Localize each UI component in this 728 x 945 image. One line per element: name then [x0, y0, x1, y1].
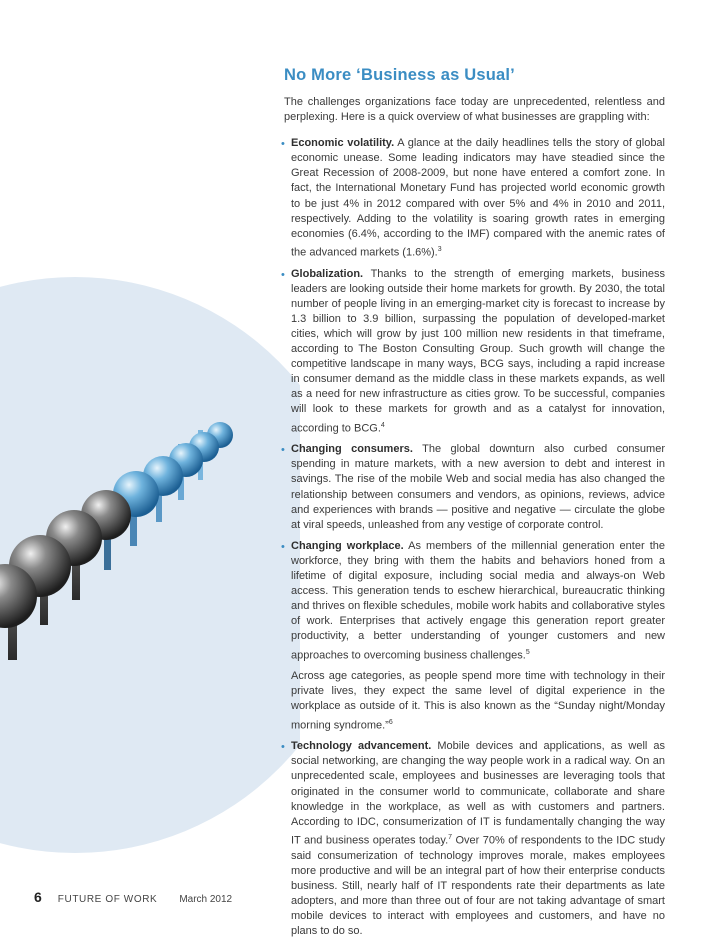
bullet-icon: • — [281, 444, 285, 457]
publication-date: March 2012 — [179, 894, 233, 905]
list-item-changing-workplace — [272, 539, 665, 663]
item-text: As members of the millennial generation enter the workforce, they bring with them the habits and behaviors honed from a lifetime of digital exposure, including social media and always-on Web access. This generation tends to eschew hierarchical, bureaucratic thinking and thrives on flexible schedules, mobile work habits and collaborative styles of work. Enterprises that actively engage this generation report greater productivity, a better understanding of younger customers and new approaches to overcoming business challenges. — [291, 539, 665, 662]
bullet-icon: • — [281, 741, 285, 754]
list-item-globalization — [272, 267, 665, 437]
footnote-marker: 6 — [388, 718, 393, 726]
list-item-technology-advancement — [272, 739, 665, 939]
item-label: Changing workplace. — [291, 539, 404, 552]
item-label: Economic volatility. — [291, 137, 395, 150]
footnote-marker: 5 — [525, 648, 530, 656]
item-label: Globalization. — [291, 267, 364, 280]
item-text: Mobile devices and applications, as well as social networking, are changing the way people work in a radical way. On an unprecedented scale, employees and businesses are leveraging tools that originated in the consumer world to communicate, collaborate and share knowledge in the workplace, as well as with customers and partners. According to IDC, consumerization of IT is fundamentally changing the way IT and business operates today. — [291, 740, 666, 847]
body-paragraph — [272, 669, 665, 733]
page-footer — [34, 889, 232, 905]
section-heading: No More ‘Business as Usual’ — [284, 66, 515, 84]
list-item-changing-consumers — [272, 442, 665, 533]
publication-title: FUTURE OF WORK — [57, 894, 158, 905]
item-text: The global downturn also curbed consumer spending in mature markets, with a new aversion to debt and interest in savings. The rise of the mobile Web and social media has also changed the relationship between consumers and vendors, as opinions, reviews, advice and experiences with brands — positive and negative — circulate the globe at viral speeds, unleashed from any vestige of corporate control. — [291, 443, 665, 531]
article-column — [272, 66, 665, 945]
bullet-icon: • — [281, 138, 285, 151]
item-text-continued: Over 70% of respondents to the IDC study said consumerization of technology improves morale, makes employees more productive and will be an integral part of how their enterprise conducts business. Still, nearly half of IT respondents rate their departments as late adopters, and more than three out of four are not taking advantage of smart mobile devices to interact with employees and customers, and have no plans to do so. — [291, 834, 665, 938]
intro-paragraph: The challenges organizations face today are unprecedented, relentless and perplexing. Here is a quick overview of what businesses are grappling with: — [284, 96, 665, 124]
list-item-economic-volatility — [272, 136, 665, 260]
cover-illustration — [0, 0, 300, 870]
item-text: A glance at the daily headlines tells the story of global economic unease. Some leading indicators may have steadied since the Great Recession of 2008-2009, but none have entered a comfort zone. In fact, the International Monetary Fund has projected world economic growth to be just 4% in 2012 compared with over 5% and 4% in 2010 and 2011, respectively. Adding to the volatility is soaring growth rates in emerging economies (6.4%, according to the IMF) compared with the anemic rates of the advanced markets (1.6%). — [291, 137, 665, 259]
footnote-marker: 4 — [380, 421, 385, 429]
item-text: Thanks to the strength of emerging markets, business leaders are looking outside their home markets for growth. By 2030, the total number of people living in an emerging-market city is forecast to increase by 1.3 billion to 3.9 billion, surpassing the population of developed-market cities, which will grow by just 100 million new residents in that timeframe, according to The Boston Consulting Group. Such growth will change the competitive landscape in many ways, BCG says, including a rapid increase in consumer demand as the middle class in these markets expands, as well as a need for new infrastructure as cities grow. To be successful, companies will look to these markets for growth and as a catalyst for innovation, according to BCG. — [291, 267, 665, 435]
item-label: Technology advancement. — [291, 740, 432, 753]
paragraph-text: Across age categories, as people spend more time with technology in their private lives, they expect the same level of digital experience in the workplace as outside of it. This is also known as the “Sunday night/Monday morning syndrome.” — [291, 670, 665, 732]
footnote-marker: 3 — [437, 245, 442, 253]
page-number: 6 — [34, 889, 42, 905]
bullet-icon: • — [281, 268, 285, 281]
footnote-marker: 7 — [448, 833, 453, 841]
bullet-icon: • — [281, 540, 285, 553]
item-label: Changing consumers. — [291, 443, 413, 456]
